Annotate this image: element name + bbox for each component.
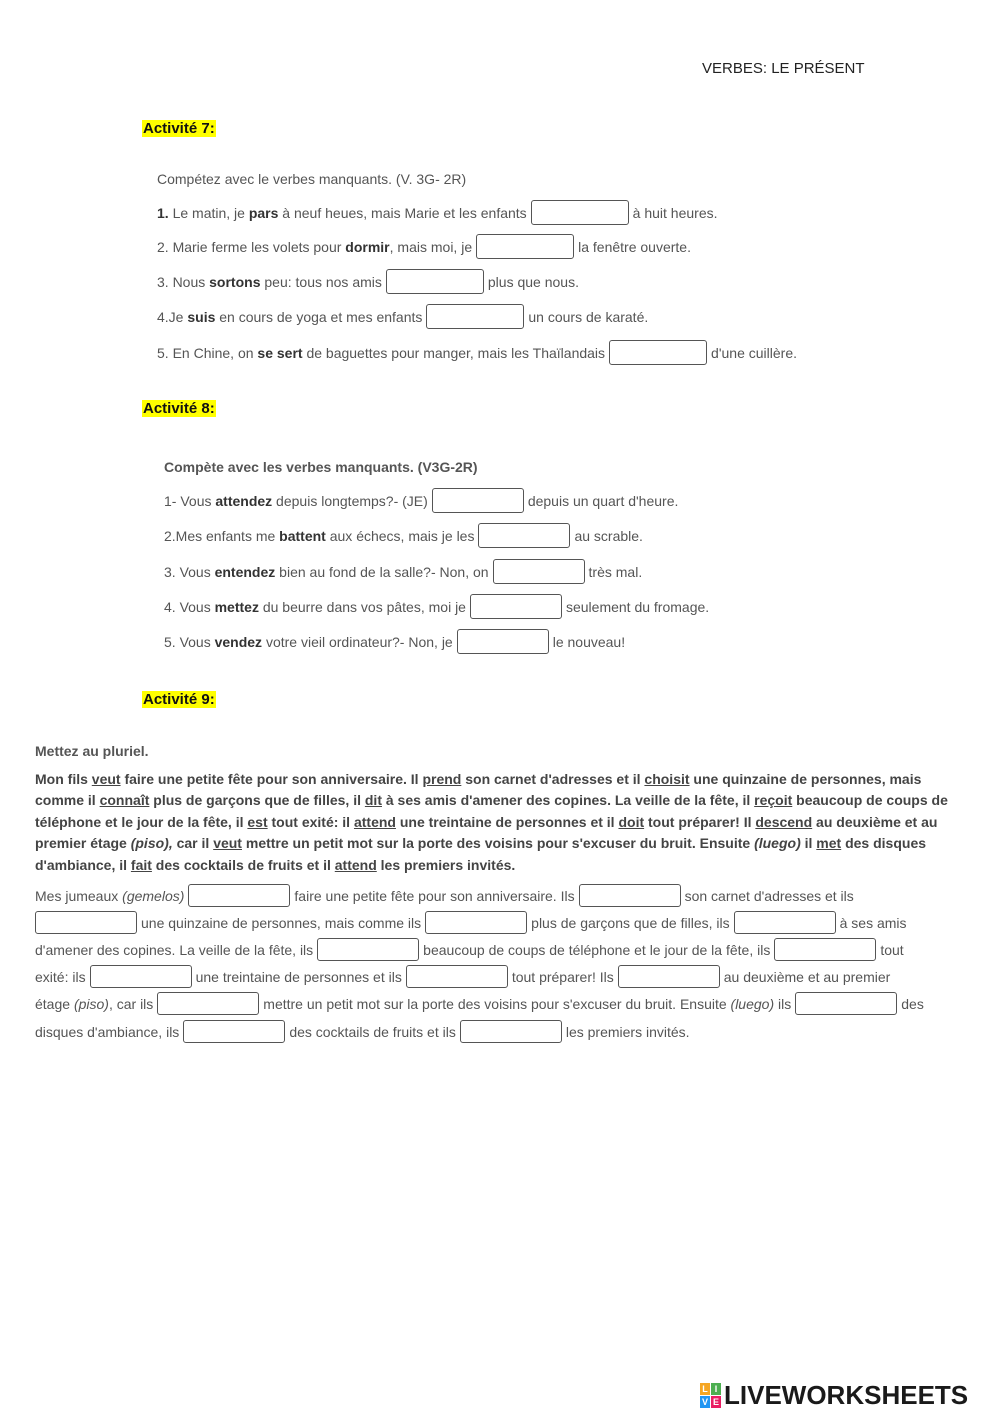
verb: entendez <box>214 563 276 580</box>
text: depuis un quart d'heure. <box>527 492 679 509</box>
answer-blank[interactable] <box>609 340 707 365</box>
text: au scrable. <box>574 527 643 544</box>
answer-blank[interactable] <box>478 523 570 548</box>
activity-9-label: Activité 9: <box>143 691 215 708</box>
activity-8-line-2 <box>164 523 643 548</box>
verb: descend <box>755 813 813 830</box>
text: des cocktails de fruits et il <box>151 856 335 873</box>
text: une quinzaine de personnes, mais comme ils <box>141 914 422 931</box>
text: tout préparer! Ils <box>511 968 614 985</box>
answer-blank[interactable] <box>183 1020 285 1043</box>
activity-8-line-1 <box>164 488 678 513</box>
answer-blank[interactable] <box>493 559 585 584</box>
text: plus que nous. <box>487 273 579 290</box>
page-title: VERBES: LE PRÉSENT <box>702 60 865 77</box>
activity-7-line-1 <box>157 200 718 225</box>
text: tout préparer! Il <box>644 813 756 830</box>
text: aux échecs, mais je les <box>325 527 475 544</box>
text: au deuxième et au premier étage <box>35 813 938 852</box>
answer-blank[interactable] <box>188 884 290 907</box>
text: 4.Je <box>157 308 188 325</box>
text: exité: ils <box>35 968 86 985</box>
answer-blank[interactable] <box>426 304 524 329</box>
text: (luego) <box>730 995 775 1012</box>
text: peu: tous nos amis <box>260 273 382 290</box>
answer-blank[interactable] <box>90 965 192 988</box>
verb: dit <box>364 792 382 809</box>
text: à neuf heues, mais Marie et les enfants <box>278 204 527 221</box>
answer-blank[interactable] <box>457 629 549 654</box>
text: 1- Vous <box>164 492 216 509</box>
text: étage <box>35 995 74 1012</box>
answer-blank[interactable] <box>386 269 484 294</box>
text: du beurre dans vos pâtes, moi je <box>258 598 466 615</box>
verb: attend <box>334 856 377 873</box>
text: ils <box>774 995 792 1012</box>
text: plus de garçons que de filles, il <box>149 792 365 809</box>
verb: mettez <box>214 598 259 615</box>
text: au deuxième et au premier <box>723 968 891 985</box>
text: à ses amis <box>839 914 907 931</box>
answer-blank[interactable] <box>406 965 508 988</box>
text: la fenêtre ouverte. <box>578 238 691 255</box>
text: son carnet d'adresses et il <box>461 771 645 787</box>
text: , car ils <box>108 995 154 1012</box>
activity-7-line-4 <box>157 304 648 329</box>
text: tout <box>880 941 904 958</box>
text: un cours de karaté. <box>528 308 649 325</box>
answer-blank[interactable] <box>470 594 562 619</box>
activity-8-label: Activité 8: <box>143 400 215 417</box>
text: tout exité: il <box>267 813 354 830</box>
verb: fait <box>130 856 152 873</box>
verb: attend <box>353 813 396 830</box>
text: une treintaine de personnes et ils <box>195 968 402 985</box>
answer-blank[interactable] <box>476 234 574 259</box>
answer-blank[interactable] <box>432 488 524 513</box>
activity-7-line-5 <box>157 340 797 365</box>
text: disques d'ambiance, ils <box>35 1023 180 1040</box>
logo-tile: E <box>712 1397 719 1407</box>
verb: met <box>816 835 842 852</box>
text: (luego) <box>754 835 801 852</box>
text: le nouveau! <box>552 633 626 650</box>
liveworksheets-logo <box>700 1380 968 1411</box>
activity-8-line-5 <box>164 629 625 654</box>
verb: veut <box>213 835 242 852</box>
logo-icon <box>700 1383 721 1408</box>
verb: battent <box>279 527 326 544</box>
text: à huit heures. <box>632 204 718 221</box>
text: faire une petite fête pour son anniversaire. Il <box>120 771 423 787</box>
answer-blank[interactable] <box>795 992 897 1015</box>
text: à ses amis d'amener des copines. La veille de la fête, il <box>381 792 755 809</box>
number: 1. <box>157 204 169 221</box>
text: Mes jumeaux <box>35 887 123 904</box>
answer-blank[interactable] <box>579 884 681 907</box>
activity-7-line-2 <box>157 234 691 259</box>
activity-8-line-4 <box>164 594 709 619</box>
verb: se sert <box>257 344 303 361</box>
text: d'amener des copines. La veille de la fête, ils <box>35 941 314 958</box>
activity-8-line-3 <box>164 559 642 584</box>
answer-blank[interactable] <box>157 992 259 1015</box>
verb: sortons <box>209 273 261 290</box>
text: (piso) <box>73 995 109 1012</box>
verb: doit <box>618 813 645 830</box>
activity-7-label: Activité 7: <box>143 120 215 137</box>
answer-blank[interactable] <box>35 911 137 934</box>
text: des <box>901 995 924 1012</box>
logo-tile: V <box>701 1397 708 1407</box>
text: beaucoup de coups de téléphone et le jour de la fête, il <box>35 792 948 830</box>
activity-7-instruction: Compétez avec le verbes manquants. (V. 3G- 2R) <box>157 171 467 187</box>
text: d'une cuillère. <box>711 344 797 361</box>
answer-blank[interactable] <box>531 200 629 225</box>
logo-text: LIVEWORKSHEETS <box>724 1380 969 1410</box>
text: faire une petite fête pour son anniversaire. Ils <box>294 887 575 904</box>
activity-9-row-3 <box>35 938 904 961</box>
verb: dormir <box>345 238 390 255</box>
text: 4. Vous <box>164 598 215 615</box>
text: , mais moi, je <box>389 238 473 255</box>
verb: reçoit <box>754 792 793 809</box>
text: une treintaine de personnes et il <box>395 813 619 830</box>
text: mettre un petit mot sur la porte des voisins pour s'excuser du bruit. Ensuite <box>263 995 731 1012</box>
activity-9-row-2 <box>35 911 907 934</box>
text: les premiers invités. <box>376 856 516 873</box>
activity-9-row-1 <box>35 884 854 907</box>
text: il <box>800 835 817 852</box>
text: car il <box>172 835 214 852</box>
text: (piso), <box>130 835 173 852</box>
answer-blank[interactable] <box>618 965 720 988</box>
verb: suis <box>187 308 216 325</box>
activity-9-source-paragraph <box>35 769 970 876</box>
activity-9-row-6 <box>35 1020 690 1043</box>
answer-blank[interactable] <box>425 911 527 934</box>
text: des cocktails de fruits et ils <box>289 1023 456 1040</box>
text: 5. En Chine, on <box>157 344 258 361</box>
text: seulement du fromage. <box>565 598 710 615</box>
text: beaucoup de coups de téléphone et le jour de la fête, ils <box>423 941 771 958</box>
text: depuis longtemps?- (JE) <box>272 492 428 509</box>
text: de baguettes pour manger, mais les Thaïlandais <box>302 344 606 361</box>
verb: prend <box>422 771 462 787</box>
verb: connaît <box>99 792 150 809</box>
verb: choisit <box>644 771 690 787</box>
text: (gemelos) <box>122 887 185 904</box>
activity-9-row-4 <box>35 965 890 988</box>
verb: pars <box>248 204 279 221</box>
activity-9-row-5 <box>35 992 924 1015</box>
text: 3. Nous <box>157 273 210 290</box>
text: 2.Mes enfants me <box>164 527 280 544</box>
verb: est <box>247 813 268 830</box>
answer-blank[interactable] <box>734 911 836 934</box>
text: une quinzaine de personnes, mais comme il <box>35 771 922 809</box>
activity-8-instruction: Compète avec les verbes manquants. (V3G-2R) <box>164 459 478 475</box>
text: en cours de yoga et mes enfants <box>215 308 423 325</box>
logo-tile: L <box>700 1383 710 1395</box>
text: plus de garçons que de filles, ils <box>531 914 730 931</box>
text: son carnet d'adresses et ils <box>684 887 854 904</box>
text: des disques d'ambiance, il <box>35 835 927 873</box>
activity-7-line-3 <box>157 269 579 294</box>
text: mettre un petit mot sur la porte des voisins pour s'excuser du bruit. Ensuite <box>241 835 755 852</box>
text: les premiers invités. <box>565 1023 690 1040</box>
answer-blank[interactable] <box>317 938 419 961</box>
activity-9-instruction: Mettez au pluriel. <box>35 743 149 759</box>
verb: veut <box>91 771 121 787</box>
text: 5. Vous <box>164 633 215 650</box>
text: Le matin, je <box>168 204 249 221</box>
answer-blank[interactable] <box>774 938 876 961</box>
text: votre vieil ordinateur?- Non, je <box>262 633 453 650</box>
verb: attendez <box>215 492 273 509</box>
text: bien au fond de la salle?- Non, on <box>275 563 489 580</box>
text: 3. Vous <box>164 563 215 580</box>
verb: vendez <box>214 633 263 650</box>
text: Mon fils <box>35 771 92 787</box>
text: très mal. <box>588 563 643 580</box>
answer-blank[interactable] <box>460 1020 562 1043</box>
logo-tile: I <box>711 1383 721 1395</box>
text: 2. Marie ferme les volets pour <box>157 238 346 255</box>
